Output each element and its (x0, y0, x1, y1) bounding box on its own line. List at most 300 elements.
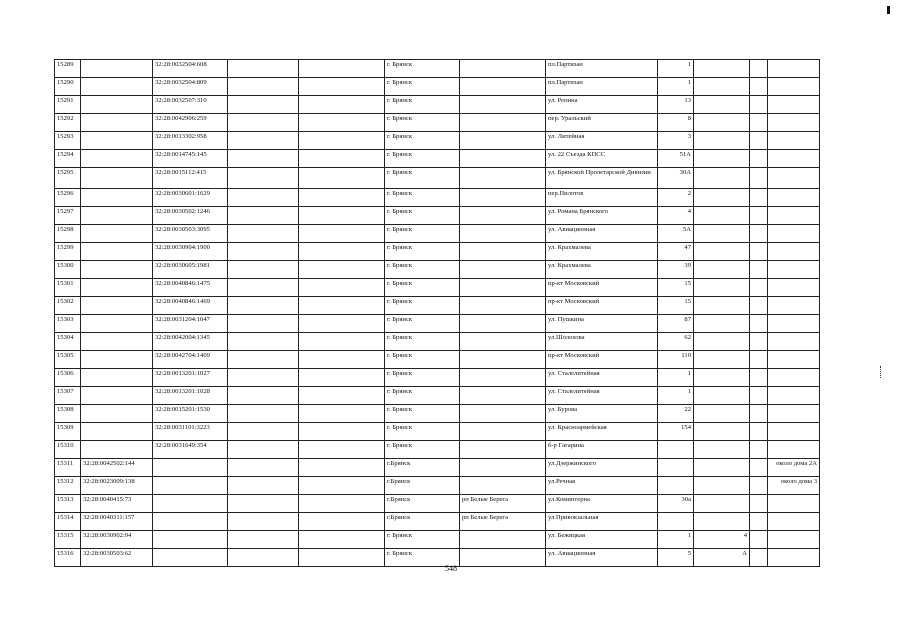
building-cell (694, 441, 750, 459)
building-cell (694, 243, 750, 261)
table-row (55, 297, 820, 315)
empty-cell (299, 243, 385, 261)
street-cell: пер. Уральский (546, 114, 658, 132)
row-id: 15312 (55, 477, 81, 495)
cadastral-number-a (81, 261, 153, 279)
locality-cell (460, 78, 546, 96)
house-number-cell: 8 (658, 114, 694, 132)
note-cell: около дома 2А (768, 459, 820, 477)
empty-cell (299, 495, 385, 513)
street-cell: б-р Гагарина (546, 441, 658, 459)
building-cell (694, 189, 750, 207)
building-cell (694, 315, 750, 333)
locality-cell: рп Белые Берега (460, 513, 546, 531)
empty-cell (750, 225, 768, 243)
note-cell (768, 132, 820, 150)
cadastral-number-b (153, 495, 228, 513)
empty-cell (299, 549, 385, 567)
empty-cell (228, 513, 299, 531)
empty-cell (228, 150, 299, 168)
house-number-cell: 154 (658, 423, 694, 441)
note-cell (768, 351, 820, 369)
cadastral-number-b: 32:28:0032504:608 (153, 60, 228, 78)
street-cell: ул. 22 Съезда КПСС (546, 150, 658, 168)
table-row (55, 459, 820, 477)
cadastral-number-b (153, 477, 228, 495)
city-cell: г. Брянск (385, 531, 460, 549)
cadastral-number-b: 32:28:0031649:354 (153, 441, 228, 459)
table-row (55, 423, 820, 441)
note-cell (768, 225, 820, 243)
cadastral-number-b: 32:28:0013201:1028 (153, 387, 228, 405)
street-cell: ул. Красноармейская (546, 423, 658, 441)
locality-cell (460, 189, 546, 207)
empty-cell (228, 549, 299, 567)
empty-cell (228, 495, 299, 513)
street-cell: ул. Репина (546, 96, 658, 114)
empty-cell (228, 168, 299, 189)
note-cell (768, 549, 820, 567)
locality-cell (460, 150, 546, 168)
row-id: 15308 (55, 405, 81, 423)
cadastral-number-a: 32:28:0040311:157 (81, 513, 153, 531)
row-id: 15290 (55, 78, 81, 96)
note-cell (768, 495, 820, 513)
house-number-cell (658, 513, 694, 531)
house-number-cell: 22 (658, 405, 694, 423)
empty-cell (228, 261, 299, 279)
cadastral-number-b: 32:28:0030605:1981 (153, 261, 228, 279)
city-cell: г.Брянск (385, 495, 460, 513)
locality-cell (460, 243, 546, 261)
street-cell: ул. Литейная (546, 132, 658, 150)
cadastral-number-a (81, 114, 153, 132)
cadastral-number-b: 32:28:0030503:3095 (153, 225, 228, 243)
house-number-cell: 15 (658, 279, 694, 297)
building-cell (694, 495, 750, 513)
empty-cell (750, 387, 768, 405)
table-row (55, 78, 820, 96)
street-cell: ул. Бежицкая (546, 531, 658, 549)
row-id: 15291 (55, 96, 81, 114)
house-number-cell: 1 (658, 387, 694, 405)
row-id: 15300 (55, 261, 81, 279)
empty-cell (299, 477, 385, 495)
locality-cell (460, 477, 546, 495)
building-cell (694, 225, 750, 243)
empty-cell (299, 351, 385, 369)
building-cell (694, 279, 750, 297)
building-cell (694, 387, 750, 405)
cadastral-number-b: 32:28:0030601:1629 (153, 189, 228, 207)
city-cell: г. Брянск (385, 132, 460, 150)
empty-cell (299, 150, 385, 168)
note-cell: около дома 3 (768, 477, 820, 495)
street-cell: ул. Бурова (546, 405, 658, 423)
note-cell (768, 261, 820, 279)
table-row (55, 369, 820, 387)
house-number-cell: 15 (658, 297, 694, 315)
empty-cell (228, 132, 299, 150)
empty-cell (750, 315, 768, 333)
house-number-cell: 13 (658, 96, 694, 114)
street-cell: ул.Привокзальная (546, 513, 658, 531)
note-cell (768, 168, 820, 189)
empty-cell (299, 78, 385, 96)
empty-cell (750, 441, 768, 459)
city-cell: г.Брянск (385, 513, 460, 531)
table-row (55, 405, 820, 423)
building-cell (694, 405, 750, 423)
building-cell (694, 150, 750, 168)
row-id: 15293 (55, 132, 81, 150)
row-id: 15301 (55, 279, 81, 297)
street-cell: ул. Брянской Пролетарской Дивизии (546, 168, 658, 189)
empty-cell (750, 168, 768, 189)
empty-cell (299, 423, 385, 441)
table-row (55, 60, 820, 78)
note-cell (768, 207, 820, 225)
note-cell (768, 96, 820, 114)
cadastral-number-a (81, 441, 153, 459)
city-cell: г. Брянск (385, 150, 460, 168)
house-number-cell: 30а (658, 495, 694, 513)
table-row (55, 513, 820, 531)
locality-cell (460, 96, 546, 114)
cadastral-number-b: 32:28:0031101:3223 (153, 423, 228, 441)
city-cell: г. Брянск (385, 369, 460, 387)
empty-cell (750, 459, 768, 477)
empty-cell (228, 351, 299, 369)
locality-cell (460, 405, 546, 423)
note-cell (768, 189, 820, 207)
note-cell (768, 369, 820, 387)
empty-cell (299, 207, 385, 225)
cadastral-number-a (81, 423, 153, 441)
street-cell: ул. Авиационная (546, 225, 658, 243)
note-cell (768, 150, 820, 168)
empty-cell (228, 477, 299, 495)
locality-cell (460, 207, 546, 225)
empty-cell (228, 333, 299, 351)
cadastral-number-a: 32:28:0023009:138 (81, 477, 153, 495)
empty-cell (228, 96, 299, 114)
building-cell (694, 513, 750, 531)
street-cell: пр-кт Московский (546, 351, 658, 369)
street-cell: ул. Сталелитейная (546, 387, 658, 405)
empty-cell (750, 279, 768, 297)
scan-mark (887, 6, 890, 14)
row-id: 15292 (55, 114, 81, 132)
city-cell: г.Брянск (385, 477, 460, 495)
empty-cell (299, 333, 385, 351)
empty-cell (228, 207, 299, 225)
table-row (55, 387, 820, 405)
empty-cell (299, 459, 385, 477)
street-cell: ул. Крахмалева (546, 261, 658, 279)
table-row (55, 132, 820, 150)
row-id: 15306 (55, 369, 81, 387)
empty-cell (750, 333, 768, 351)
street-cell: пер.Пилотов (546, 189, 658, 207)
note-cell (768, 243, 820, 261)
street-cell: ул.Дзержинского (546, 459, 658, 477)
row-id: 15310 (55, 441, 81, 459)
house-number-cell: 47 (658, 243, 694, 261)
cadastral-number-a (81, 96, 153, 114)
empty-cell (750, 60, 768, 78)
page-number: 548 (445, 564, 457, 573)
note-cell (768, 423, 820, 441)
empty-cell (299, 261, 385, 279)
table-row (55, 315, 820, 333)
city-cell: г. Брянск (385, 297, 460, 315)
house-number-cell: 1 (658, 60, 694, 78)
cadastral-number-a (81, 243, 153, 261)
city-cell: г. Брянск (385, 387, 460, 405)
row-id: 15314 (55, 513, 81, 531)
street-cell: ул.Речная (546, 477, 658, 495)
city-cell: г. Брянск (385, 315, 460, 333)
locality-cell (460, 168, 546, 189)
locality-cell (460, 279, 546, 297)
building-cell (694, 459, 750, 477)
row-id: 15303 (55, 315, 81, 333)
city-cell: г. Брянск (385, 243, 460, 261)
empty-cell (299, 189, 385, 207)
locality-cell (460, 459, 546, 477)
note-cell (768, 297, 820, 315)
locality-cell (460, 315, 546, 333)
note-cell (768, 333, 820, 351)
table-row (55, 261, 820, 279)
locality-cell (460, 114, 546, 132)
empty-cell (299, 531, 385, 549)
locality-cell (460, 261, 546, 279)
street-cell: пр-кт Московский (546, 297, 658, 315)
building-cell (694, 351, 750, 369)
street-cell: пр-кт Московский (546, 279, 658, 297)
empty-cell (228, 78, 299, 96)
empty-cell (299, 60, 385, 78)
cadastral-number-b: 32:28:0014745:145 (153, 150, 228, 168)
empty-cell (299, 405, 385, 423)
row-id: 15296 (55, 189, 81, 207)
empty-cell (750, 477, 768, 495)
cadastral-number-a (81, 405, 153, 423)
city-cell: г.Брянск (385, 459, 460, 477)
scan-mark (880, 366, 882, 378)
cadastral-number-a (81, 315, 153, 333)
building-cell (694, 423, 750, 441)
street-cell: ул. Авиационная (546, 549, 658, 567)
empty-cell (228, 369, 299, 387)
building-cell (694, 96, 750, 114)
cadastral-number-b: 32:28:0032504:809 (153, 78, 228, 96)
locality-cell (460, 132, 546, 150)
row-id: 15316 (55, 549, 81, 567)
row-id: 15309 (55, 423, 81, 441)
cadastral-number-a (81, 225, 153, 243)
cadastral-number-b (153, 513, 228, 531)
cadastral-number-a: 32:28:0042502:144 (81, 459, 153, 477)
empty-cell (228, 423, 299, 441)
cadastral-number-a (81, 279, 153, 297)
empty-cell (228, 387, 299, 405)
locality-cell (460, 225, 546, 243)
house-number-cell (658, 441, 694, 459)
row-id: 15305 (55, 351, 81, 369)
table-body (55, 60, 820, 567)
empty-cell (750, 351, 768, 369)
house-number-cell: 5 (658, 549, 694, 567)
house-number-cell (658, 459, 694, 477)
empty-cell (750, 189, 768, 207)
empty-cell (750, 132, 768, 150)
row-id: 15299 (55, 243, 81, 261)
note-cell (768, 114, 820, 132)
note-cell (768, 279, 820, 297)
building-cell (694, 297, 750, 315)
table-row (55, 495, 820, 513)
empty-cell (228, 405, 299, 423)
row-id: 15304 (55, 333, 81, 351)
house-number-cell: 4 (658, 207, 694, 225)
empty-cell (228, 243, 299, 261)
city-cell: г. Брянск (385, 168, 460, 189)
cadastral-number-a (81, 168, 153, 189)
row-id: 15302 (55, 297, 81, 315)
note-cell (768, 513, 820, 531)
row-id: 15307 (55, 387, 81, 405)
cadastral-number-b: 32:28:0032507:310 (153, 96, 228, 114)
house-number-cell: 2 (658, 189, 694, 207)
row-id: 15289 (55, 60, 81, 78)
row-id: 15313 (55, 495, 81, 513)
cadastral-number-b: 32:28:0031204:1047 (153, 315, 228, 333)
city-cell: г. Брянск (385, 405, 460, 423)
cadastral-number-b: 32:28:0030904:1900 (153, 243, 228, 261)
empty-cell (750, 207, 768, 225)
table-row (55, 531, 820, 549)
empty-cell (228, 60, 299, 78)
house-number-cell: 30А (658, 168, 694, 189)
cadastral-number-b: 32:28:0040846:1475 (153, 279, 228, 297)
city-cell: г. Брянск (385, 261, 460, 279)
locality-cell (460, 369, 546, 387)
house-number-cell: 1 (658, 78, 694, 96)
locality-cell (460, 333, 546, 351)
cadastral-number-b: 32:28:0013201:1027 (153, 369, 228, 387)
table-row (55, 207, 820, 225)
table-row (55, 477, 820, 495)
city-cell: г. Брянск (385, 423, 460, 441)
house-number-cell: 1 (658, 531, 694, 549)
row-id: 15297 (55, 207, 81, 225)
empty-cell (750, 150, 768, 168)
table-row (55, 279, 820, 297)
cadastral-number-b: 32:28:0030502:1246 (153, 207, 228, 225)
empty-cell (750, 495, 768, 513)
house-number-cell: 110 (658, 351, 694, 369)
locality-cell (460, 531, 546, 549)
street-cell: пл.Партизан (546, 78, 658, 96)
city-cell: г. Брянск (385, 279, 460, 297)
table-row (55, 243, 820, 261)
table-row (55, 114, 820, 132)
cadastral-number-b: 32:28:0042004:1345 (153, 333, 228, 351)
city-cell: г. Брянск (385, 78, 460, 96)
note-cell (768, 387, 820, 405)
building-cell (694, 477, 750, 495)
street-cell: пл.Партизан (546, 60, 658, 78)
cadastral-number-a (81, 207, 153, 225)
empty-cell (228, 225, 299, 243)
table-row (55, 333, 820, 351)
table-row (55, 225, 820, 243)
locality-cell (460, 387, 546, 405)
empty-cell (299, 297, 385, 315)
note-cell (768, 78, 820, 96)
house-number-cell: 3 (658, 132, 694, 150)
table-row (55, 96, 820, 114)
city-cell: г. Брянск (385, 96, 460, 114)
empty-cell (750, 405, 768, 423)
table-row (55, 189, 820, 207)
city-cell: г. Брянск (385, 225, 460, 243)
empty-cell (299, 279, 385, 297)
city-cell: г. Брянск (385, 333, 460, 351)
cadastral-number-a (81, 297, 153, 315)
empty-cell (750, 78, 768, 96)
building-cell (694, 60, 750, 78)
street-cell: ул.Шолохова (546, 333, 658, 351)
street-cell: ул.Коминтерна (546, 495, 658, 513)
empty-cell (299, 369, 385, 387)
empty-cell (299, 441, 385, 459)
cadastral-number-a: 32:28:0030503:62 (81, 549, 153, 567)
table-row (55, 168, 820, 189)
city-cell: г. Брянск (385, 189, 460, 207)
street-cell: ул. Пушкина (546, 315, 658, 333)
empty-cell (750, 96, 768, 114)
house-number-cell: 51А (658, 150, 694, 168)
cadastral-number-a (81, 78, 153, 96)
locality-cell (460, 351, 546, 369)
house-number-cell: 5А (658, 225, 694, 243)
locality-cell: рп Белые Берега (460, 495, 546, 513)
house-number-cell: 62 (658, 333, 694, 351)
empty-cell (750, 549, 768, 567)
empty-cell (228, 114, 299, 132)
empty-cell (750, 261, 768, 279)
empty-cell (228, 315, 299, 333)
table-row (55, 150, 820, 168)
empty-cell (299, 168, 385, 189)
empty-cell (228, 459, 299, 477)
cadastral-number-b (153, 459, 228, 477)
cadastral-number-b: 32:28:0040846:1469 (153, 297, 228, 315)
building-cell (694, 333, 750, 351)
empty-cell (299, 114, 385, 132)
empty-cell (750, 297, 768, 315)
house-number-cell: 39 (658, 261, 694, 279)
empty-cell (750, 423, 768, 441)
cadastral-number-b (153, 549, 228, 567)
building-cell: А (694, 549, 750, 567)
empty-cell (228, 189, 299, 207)
cadastral-number-a (81, 369, 153, 387)
